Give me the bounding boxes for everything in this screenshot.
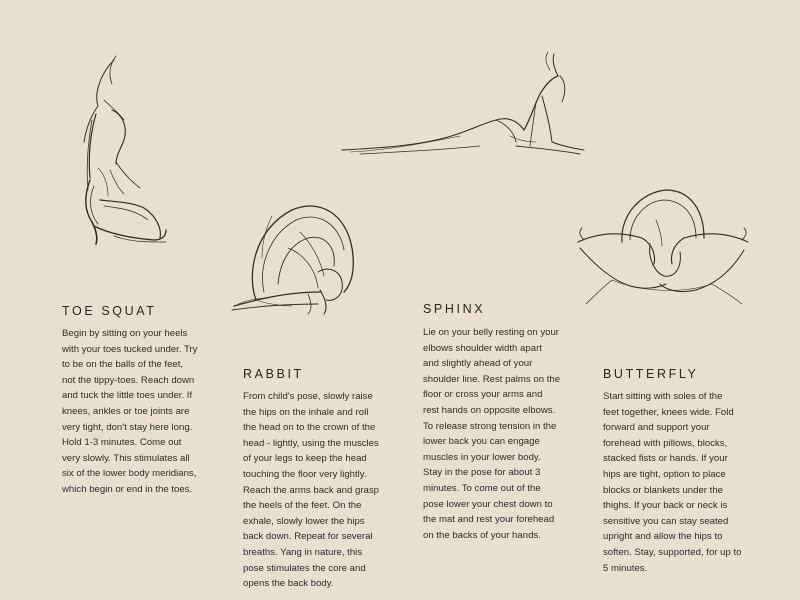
description-line: breaths. Yang in nature, this: [243, 546, 363, 558]
description-line: Stay in the pose for about 3: [423, 467, 541, 479]
description-line: head - lightly, using the muscles: [243, 437, 379, 449]
description-line: muscles in your lower body.: [423, 451, 541, 463]
toe-squat-description: [62, 326, 197, 498]
description-line: touching the floor very lightly.: [243, 468, 367, 480]
rabbit-description: [243, 389, 379, 592]
description-line: Lie on your belly resting on your: [423, 327, 559, 338]
toe-squat-illustration: [70, 50, 190, 260]
description-line: very slowly. This stimulates all: [62, 452, 190, 464]
description-line: lower back you can engage: [423, 436, 540, 448]
description-line: pose lower your chest down to: [423, 498, 553, 510]
description-line: forehead with pillows, blocks,: [603, 437, 728, 449]
description-line: and tuck the little toes under. If: [62, 390, 193, 402]
description-line: pose stimulates the core and: [243, 562, 366, 574]
description-line: To release strong tension in the: [423, 420, 557, 432]
description-line: the heels of the feet. On the: [243, 500, 362, 512]
description-line: Start sitting with soles of the: [603, 391, 723, 402]
description-line: on the backs of your hands.: [423, 529, 541, 541]
rabbit-title: RABBIT: [243, 367, 304, 381]
sphinx-title: SPHINX: [423, 302, 486, 316]
sphinx-illustration: [340, 50, 590, 160]
description-line: Reach the arms back and grasp: [243, 484, 379, 496]
description-line: blocks or blankets under the: [603, 484, 723, 496]
description-line: not the tippy-toes. Reach down: [62, 374, 195, 386]
description-line: the hips on the inhale and roll: [243, 406, 369, 418]
description-line: floor or cross your arms and: [423, 389, 543, 401]
sphinx-description: [423, 325, 560, 543]
butterfly-description: [603, 389, 741, 576]
butterfly-title: BUTTERFLY: [603, 367, 699, 381]
description-line: exhale, slowly lower the hips: [243, 515, 365, 527]
description-line: sensitive you can stay seated: [603, 515, 729, 527]
description-line: knees, ankles or toe joints are: [62, 405, 190, 417]
description-line: the mat and rest your forehead: [423, 514, 555, 526]
description-line: opens the back body.: [243, 578, 334, 590]
description-line: and slightly ahead of your: [423, 358, 533, 370]
description-line: elbows shoulder width apart: [423, 342, 542, 354]
description-line: which begin or end in the toes.: [62, 483, 193, 495]
description-line: Hold 1-3 minutes. Come out: [62, 437, 182, 449]
description-line: stacked fists or hands. If your: [603, 453, 728, 465]
description-line: forward and support your: [603, 422, 710, 434]
description-line: shoulder line. Rest palms on the: [423, 373, 561, 385]
description-line: 5 minutes.: [603, 562, 648, 574]
description-line: the head on to the crown of the: [243, 422, 376, 434]
description-line: to be on the balls of the feet,: [62, 359, 184, 371]
description-line: back down. Repeat for several: [243, 531, 373, 543]
description-line: six of the lower body meridians,: [62, 468, 197, 480]
description-line: rest hands on opposite elbows.: [423, 404, 556, 416]
description-line: of your legs to keep the head: [243, 453, 367, 465]
description-line: very tight, don't stay here long.: [62, 421, 193, 433]
butterfly-illustration: [572, 180, 752, 310]
description-line: hips are tight, option to place: [603, 468, 726, 480]
description-line: soften. Stay, supported, for up to: [603, 546, 742, 558]
toe-squat-title: TOE SQUAT: [62, 304, 157, 318]
description-line: minutes. To come out of the: [423, 482, 541, 494]
rabbit-illustration: [228, 188, 368, 318]
description-line: with your toes tucked under. Try: [62, 343, 198, 355]
description-line: Begin by sitting on your heels: [62, 328, 188, 339]
description-line: thighs. If your back or neck is: [603, 500, 728, 512]
description-line: feet together, knees wide. Fold: [603, 406, 734, 418]
description-line: From child's pose, slowly raise: [243, 391, 373, 402]
description-line: upright and allow the hips to: [603, 531, 723, 543]
